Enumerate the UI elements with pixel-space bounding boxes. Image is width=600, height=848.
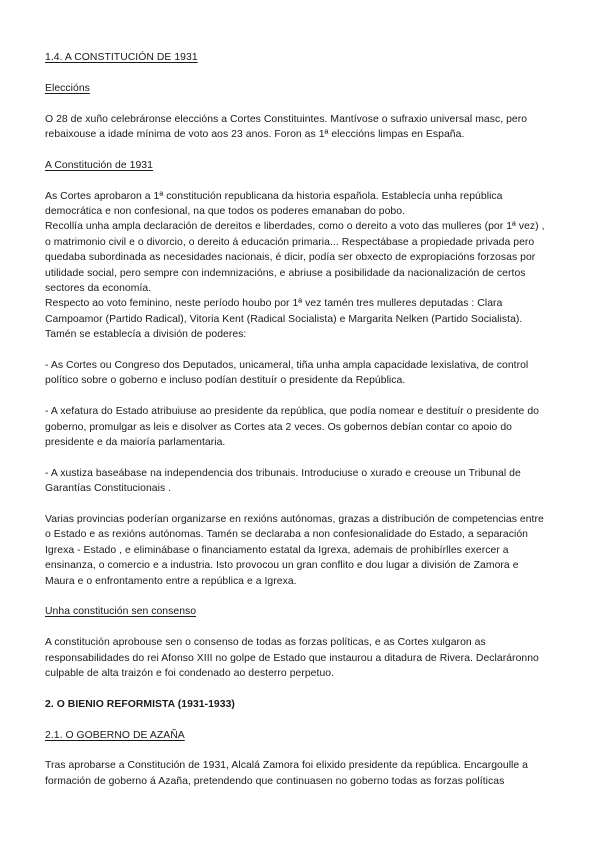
paragraph-gap bbox=[45, 743, 560, 758]
text-line: O 28 de xuño celebráronse eleccións a Cortes Constituintes. Mantívose o sufraxio universal masc, pero bbox=[45, 113, 528, 125]
text-line: político sobre o goberno e incluso podían destituír o presidente da República. bbox=[45, 375, 406, 387]
text-line: Recollía unha ampla declaración de dereitos e liberdades, como o dereito a voto das mulleres (por 1ª vez) , bbox=[45, 221, 545, 233]
text-line: goberno, promulgar as leis e disolver as Cortes ata 2 veces. Os gobernos debían contar co apoio do bbox=[45, 421, 512, 433]
paragraph bbox=[45, 635, 560, 681]
paragraph-gap bbox=[45, 589, 560, 604]
text-line: democrática e non confesional, na que todos os poderes emanaban do pobo. bbox=[45, 206, 406, 217]
paragraph-gap bbox=[45, 173, 560, 188]
text-line: ensinanza, o comercio e a industria. Isto provocou un gran conflito e dou lugar a división de Zamora e bbox=[45, 560, 519, 572]
text-line: 1.4. A CONSTITUCIÓN DE 1931 bbox=[45, 52, 198, 63]
text-line: - A xustiza baseábase na independencia dos tribunais. Introduciuse o xurado e creouse un Tribunal de bbox=[45, 467, 521, 479]
text-line: A constitución aprobouse sen o consenso de todas as forzas políticas, e as Cortes xulgaron as bbox=[45, 637, 486, 649]
text-line: culpable de alta traizón e foi condenado ao desterro perpetuo. bbox=[45, 668, 335, 680]
text-line: Igrexa - Estado , e eliminábase o financiamento estatal da Igrexa, ademais de prohibírlles exercer a bbox=[45, 544, 509, 556]
paragraph bbox=[45, 358, 560, 389]
text-line: responsabilidades do rei Afonso XIII no golpe de Estado que instaurou a ditadura de Rivera. Declaráronno bbox=[45, 652, 539, 664]
section-heading bbox=[45, 604, 560, 619]
text-line: Tamén se establecía a división de poderes: bbox=[45, 329, 247, 341]
paragraph bbox=[45, 404, 560, 450]
paragraph-gap bbox=[45, 343, 560, 358]
paragraph-gap bbox=[45, 682, 560, 697]
paragraph bbox=[45, 189, 560, 343]
paragraph-gap bbox=[45, 96, 560, 111]
paragraph bbox=[45, 112, 560, 143]
section-heading bbox=[45, 50, 560, 65]
text-line: Tras aprobarse a Constitución de 1931, Alcalá Zamora foi elixido presidente da república. Encargoulle a bbox=[45, 760, 529, 772]
text-line: sectores da economía. bbox=[45, 283, 152, 295]
text-line: - A xefatura do Estado atribuiuse ao presidente da república, que podía nomear e destituír o presidente do bbox=[45, 406, 539, 418]
paragraph-gap bbox=[45, 142, 560, 157]
text-line: quedaba subordinada as necesidades nacionais, é dicir, podía ser obxecto de expropiacións forzosas por bbox=[45, 252, 536, 264]
text-line: Unha constitución sen consenso bbox=[45, 606, 197, 618]
paragraph-gap bbox=[45, 65, 560, 80]
text-line: 2. O BIENIO REFORMISTA (1931-1933) bbox=[45, 698, 235, 710]
section-heading bbox=[45, 697, 560, 712]
text-line: Maura e o enfrontamento entre a república e a Igrexa. bbox=[45, 575, 297, 587]
text-line: A Constitución de 1931 bbox=[45, 159, 153, 171]
text-line: Eleccións bbox=[45, 82, 90, 94]
section-heading bbox=[45, 158, 560, 173]
paragraph-gap bbox=[45, 389, 560, 404]
text-line: Campoamor (Partido Radical), Vitoria Kent (Radical Socialista) e Margarita Nelken (Partido Socialista). bbox=[45, 313, 523, 325]
paragraph bbox=[45, 466, 560, 497]
paragraph-gap bbox=[45, 497, 560, 512]
paragraph-gap bbox=[45, 712, 560, 727]
text-line: Respecto ao voto feminino, neste período houbo por 1ª vez tamén tres mulleres deputadas : Clara bbox=[45, 298, 503, 310]
text-line: - As Cortes ou Congreso dos Deputados, unicameral, tiña unha ampla capacidade lexislativa, de control bbox=[45, 360, 529, 372]
section-heading bbox=[45, 81, 560, 96]
paragraph-gap bbox=[45, 450, 560, 465]
text-line: presidente e da maioría parlamentaria. bbox=[45, 437, 226, 449]
paragraph-gap bbox=[45, 620, 560, 635]
paragraph bbox=[45, 758, 560, 789]
text-line: o Estado e as rexións autónomas. Tamén se declaraba a non confesionalidade do Estado, a separación bbox=[45, 529, 528, 541]
text-line: utilidade social, pero sempre con indemnizacións, e abriuse a posibilidade da nacionalización de certos bbox=[45, 267, 526, 279]
text-line: Varias provincias poderían organizarse en rexións autónomas, grazas a distribución de competencias entre bbox=[45, 514, 544, 526]
text-line: rebaixouse a idade mínima de voto aos 23 anos. Foron as 1ª eleccións limpas en España. bbox=[45, 129, 465, 140]
document-body bbox=[45, 50, 560, 789]
text-line: 2.1. O GOBERNO DE AZAÑA bbox=[45, 729, 185, 741]
section-heading bbox=[45, 728, 560, 743]
text-line: formación de goberno á Azaña, pretendendo que continuasen no goberno todas as forzas políticas bbox=[45, 775, 505, 787]
text-line: As Cortes aprobaron a 1ª constitución republicana da historia española. Establecía unha república bbox=[45, 190, 503, 202]
text-line: Garantías Constitucionais . bbox=[45, 483, 172, 495]
text-line: o matrimonio civil e o divorcio, o dereito á educación primaria... Respectábase a propiedade privada pero bbox=[45, 236, 535, 248]
paragraph bbox=[45, 512, 560, 589]
